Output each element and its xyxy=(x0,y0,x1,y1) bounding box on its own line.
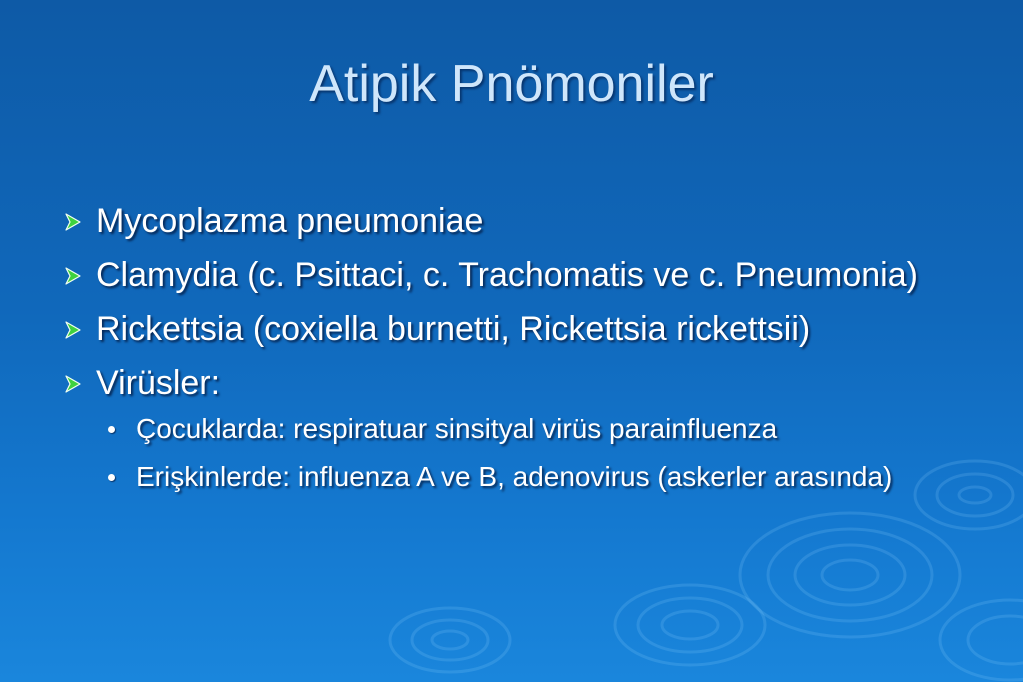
sub-bullet-item xyxy=(62,460,972,494)
sub-bullet-text: Erişkinlerde: influenza A ve B, adenovirus (askerler arasında) xyxy=(136,461,893,492)
bullet-text: Rickettsia (coxiella burnetti, Rickettsia rickettsii) xyxy=(96,310,811,348)
bullet-item xyxy=(62,304,972,354)
arrow-bullet-icon xyxy=(62,265,84,287)
arrow-bullet-icon xyxy=(62,319,84,341)
arrow-bullet-icon xyxy=(62,373,84,395)
slide-title: Atipik Pnömoniler xyxy=(309,55,714,113)
round-bullet-icon xyxy=(108,426,115,433)
arrow-bullet-icon xyxy=(62,211,84,233)
bullet-item xyxy=(62,358,972,408)
bullet-text: Clamydia (c. Psittaci, c. Trachomatis ve c. Pneumonia) xyxy=(96,256,918,294)
bullet-list xyxy=(62,196,972,508)
round-bullet-icon xyxy=(108,474,115,481)
sub-bullet-text: Çocuklarda: respiratuar sinsityal virüs parainfluenza xyxy=(136,413,778,444)
bullet-item xyxy=(62,196,972,246)
sub-bullet-item xyxy=(62,412,972,446)
bullet-text: Virüsler: xyxy=(96,364,221,402)
bullet-item xyxy=(62,250,972,300)
bullet-text: Mycoplazma pneumoniae xyxy=(96,202,484,240)
